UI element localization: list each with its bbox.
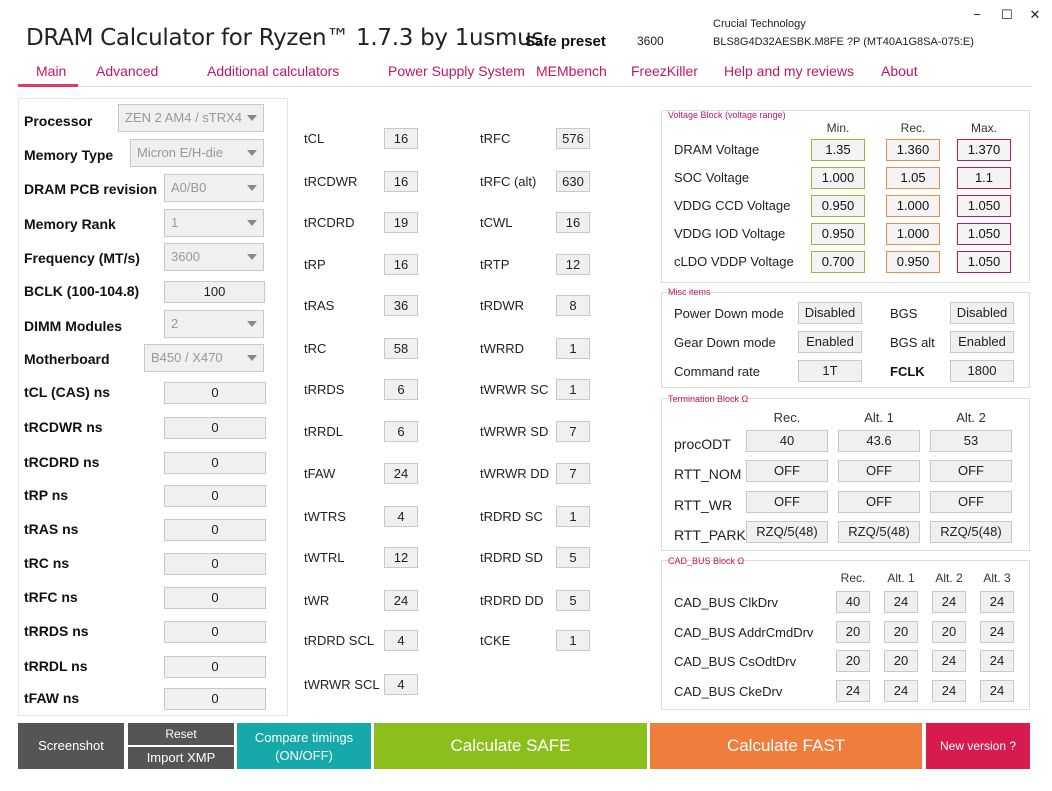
fclk-label: FCLK <box>890 364 925 379</box>
frequency-label: Frequency (MT/s) <box>24 250 140 266</box>
cldo-vddp-voltage-min[interactable]: 0.700 <box>811 251 865 273</box>
vddg-ccd-voltage-label: VDDG CCD Voltage <box>674 198 791 213</box>
cad-bus-ckedrv-value-3[interactable]: 24 <box>980 680 1014 702</box>
rtt-nom-label: RTT_NOM <box>674 466 742 482</box>
memory-type-select[interactable] <box>130 139 264 167</box>
timing-trcdwr-label: tRCDWR <box>304 174 358 189</box>
rtt-nom-value-0[interactable]: OFF <box>746 460 828 482</box>
timing-trdrd-dd-value[interactable]: 5 <box>556 590 590 611</box>
compare-timings-sublabel: (ON/OFF) <box>275 748 333 763</box>
calculate-safe-button[interactable]: Calculate SAFE <box>374 723 647 769</box>
trfc-ns-value[interactable]: 0 <box>164 587 266 609</box>
cad-bus-ckedrv-value-1[interactable]: 24 <box>884 680 918 702</box>
soc-voltage-max[interactable]: 1.1 <box>957 167 1011 189</box>
dram-voltage-min[interactable]: 1.35 <box>811 139 865 161</box>
voltage-col-rec: Rec. <box>900 121 926 135</box>
cad-bus-addrcmddrv-value-3[interactable]: 24 <box>980 621 1014 643</box>
memory-type-label: Memory Type <box>24 147 114 163</box>
vddg-ccd-voltage-min[interactable]: 0.950 <box>811 195 865 217</box>
misc-block-title: Misc items <box>668 287 711 297</box>
cadbus-col-alt2: Alt. 2 <box>935 571 963 585</box>
cad-bus-addrcmddrv-value-2[interactable]: 20 <box>932 621 966 643</box>
cad-bus-clkdrv-value-3[interactable]: 24 <box>980 591 1014 613</box>
power-down-label: Power Down mode <box>674 306 784 321</box>
timing-trdrd-dd-label: tRDRD DD <box>480 593 544 608</box>
rtt-wr-value-2[interactable]: OFF <box>930 491 1012 513</box>
timing-twtrs-label: tWTRS <box>304 509 346 524</box>
gear-down-value[interactable]: Enabled <box>798 331 862 353</box>
voltage-block-title: Voltage Block (voltage range) <box>668 110 786 120</box>
cadbus-col-rec: Rec. <box>840 571 866 585</box>
timing-twtrl-label: tWTRL <box>304 550 345 565</box>
cad-bus-csodtdrv-value-0[interactable]: 20 <box>836 650 870 672</box>
bgs-alt-value[interactable]: Enabled <box>950 331 1014 353</box>
cldo-vddp-voltage-max[interactable]: 1.050 <box>957 251 1011 273</box>
cad-bus-ckedrv-label: CAD_BUS CkeDrv <box>674 684 783 699</box>
cadbus-block-title: CAD_BUS Block Ω <box>668 556 745 566</box>
pcb-revision-value: A0/B0 <box>171 180 207 195</box>
rtt-wr-value-1[interactable]: OFF <box>838 491 920 513</box>
trc-ns-label: tRC ns <box>24 555 70 571</box>
memory-type-value: Micron E/H-die <box>137 145 223 160</box>
processor-select[interactable] <box>118 104 264 132</box>
cad-bus-csodtdrv-value-3[interactable]: 24 <box>980 650 1014 672</box>
soc-voltage-min[interactable]: 1.000 <box>811 167 865 189</box>
dimm-modules-value: 2 <box>171 316 179 331</box>
timing-twrwr-dd-label: tWRWR DD <box>480 466 550 481</box>
timing-trrdl-label: tRRDL <box>304 424 344 439</box>
timing-trfc-alt-label: tRFC (alt) <box>480 174 537 189</box>
screenshot-button[interactable]: Screenshot <box>18 723 124 769</box>
timing-trdwr-value[interactable]: 8 <box>556 295 590 316</box>
vddg-iod-voltage-label: VDDG IOD Voltage <box>674 226 786 241</box>
timing-trdrd-sc-value[interactable]: 1 <box>556 506 590 527</box>
motherboard-label: Motherboard <box>24 351 110 367</box>
timing-trdrd-scl-value[interactable]: 4 <box>384 630 418 651</box>
timing-tcwl-value[interactable]: 16 <box>556 212 590 233</box>
cad-bus-csodtdrv-value-2[interactable]: 24 <box>932 650 966 672</box>
calculate-fast-button[interactable]: Calculate FAST <box>650 723 922 769</box>
timing-twrrd-label: tWRRD <box>480 341 525 356</box>
cad-bus-addrcmddrv-label: CAD_BUS AddrCmdDrv <box>674 625 814 640</box>
close-button[interactable]: ✕ <box>1029 7 1041 22</box>
tab-about[interactable]: About <box>881 63 918 79</box>
pcb-revision-select[interactable] <box>164 174 264 202</box>
compare-timings-label: Compare timings <box>254 730 354 745</box>
tras-ns-value[interactable]: 0 <box>164 519 266 541</box>
cad-bus-ckedrv-value-0[interactable]: 24 <box>836 680 870 702</box>
timing-twrrd-value[interactable]: 1 <box>556 338 590 359</box>
cad-bus-clkdrv-label: CAD_BUS ClkDrv <box>674 595 779 610</box>
timing-twtrl-value[interactable]: 12 <box>384 547 418 568</box>
voltage-col-min: Min. <box>826 121 850 135</box>
timing-tcke-label: tCKE <box>480 633 511 648</box>
dram-voltage-label: DRAM Voltage <box>674 142 760 157</box>
termination-col-rec: Rec. <box>773 410 801 425</box>
timing-trfc-value[interactable]: 576 <box>556 128 590 149</box>
trp-ns-value[interactable]: 0 <box>164 485 266 507</box>
timing-trp-value[interactable]: 16 <box>384 254 418 275</box>
timing-twrwr-scl-label: tWRWR SCL <box>304 677 380 692</box>
timing-tcwl-label: tCWL <box>480 215 513 230</box>
frequency-value: 3600 <box>171 249 200 264</box>
trc-ns-value[interactable]: 0 <box>164 553 266 575</box>
timing-twrwr-sc-label: tWRWR SC <box>480 382 549 397</box>
timing-trcdwr-value[interactable]: 16 <box>384 171 418 192</box>
cad-bus-csodtdrv-label: CAD_BUS CsOdtDrv <box>674 654 797 669</box>
active-tab-indicator <box>18 84 78 87</box>
termination-col-alt2: Alt. 2 <box>956 410 986 425</box>
trp-ns-label: tRP ns <box>24 487 69 503</box>
soc-voltage-label: SOC Voltage <box>674 170 750 185</box>
trrdl-ns-label: tRRDL ns <box>24 658 88 674</box>
import-xmp-button[interactable]: Import XMP <box>128 747 234 769</box>
cldo-vddp-voltage-label: cLDO VDDP Voltage <box>674 254 794 269</box>
tras-ns-label: tRAS ns <box>24 521 79 537</box>
command-rate-label: Command rate <box>674 364 760 379</box>
dram-voltage-max[interactable]: 1.370 <box>957 139 1011 161</box>
rtt-nom-value-2[interactable]: OFF <box>930 460 1012 482</box>
cad-bus-clkdrv-value-1[interactable]: 24 <box>884 591 918 613</box>
pcb-revision-label: DRAM PCB revision <box>24 181 158 197</box>
bgs-label: BGS <box>890 306 918 321</box>
chevron-down-icon <box>247 321 257 327</box>
timing-tcl-value[interactable]: 16 <box>384 128 418 149</box>
rtt-park-value-0[interactable]: RZQ/5(48) <box>746 521 828 543</box>
tab-power-supply-system[interactable]: Power Supply System <box>388 63 525 79</box>
bgs-value[interactable]: Disabled <box>950 302 1014 324</box>
timing-trc-label: tRC <box>304 341 327 356</box>
minimize-button[interactable]: − <box>973 7 981 22</box>
trrds-ns-value[interactable]: 0 <box>164 621 266 643</box>
reset-button[interactable]: Reset <box>128 723 234 745</box>
cad-bus-addrcmddrv-value-1[interactable]: 20 <box>884 621 918 643</box>
app-title: DRAM Calculator for Ryzen™ 1.7.3 by 1usmus <box>26 25 544 51</box>
timing-twr-label: tWR <box>304 593 330 608</box>
trcdwr-ns-value[interactable]: 0 <box>164 417 266 439</box>
vddg-iod-voltage-min[interactable]: 0.950 <box>811 223 865 245</box>
vddg-ccd-voltage-rec[interactable]: 1.000 <box>886 195 940 217</box>
trfc-ns-label: tRFC ns <box>24 589 78 605</box>
chevron-down-icon <box>247 254 257 260</box>
timing-twrwr-scl-value[interactable]: 4 <box>384 674 418 695</box>
trcdrd-ns-value[interactable]: 0 <box>164 452 266 474</box>
procodt-value-0[interactable]: 40 <box>746 430 828 452</box>
preset-label: Safe preset <box>525 33 606 50</box>
tab-advanced[interactable]: Advanced <box>96 63 159 79</box>
maximize-button[interactable]: ☐ <box>1001 7 1013 22</box>
timing-tfaw-value[interactable]: 24 <box>384 463 418 484</box>
trcdwr-ns-label: tRCDWR ns <box>24 419 103 435</box>
timing-twrwr-dd-value[interactable]: 7 <box>556 463 590 484</box>
timing-trtp-value[interactable]: 12 <box>556 254 590 275</box>
soc-voltage-rec[interactable]: 1.05 <box>886 167 940 189</box>
timing-trrdl-value[interactable]: 6 <box>384 421 418 442</box>
processor-value: ZEN 2 AM4 / sTRX4 <box>125 110 243 125</box>
timing-trdrd-scl-label: tRDRD SCL <box>304 633 375 648</box>
procodt-value-2[interactable]: 53 <box>930 430 1012 452</box>
dimm-modules-select[interactable] <box>164 310 264 338</box>
bclk-label: BCLK (100-104.8) <box>24 283 140 299</box>
timing-tcke-value[interactable]: 1 <box>556 630 590 651</box>
trrdl-ns-value[interactable]: 0 <box>164 656 266 678</box>
memory-rank-select[interactable] <box>164 209 264 237</box>
menu-divider <box>18 86 1032 87</box>
dimm-modules-label: DIMM Modules <box>24 318 122 334</box>
voltage-col-max: Max. <box>970 121 997 135</box>
timing-twtrs-value[interactable]: 4 <box>384 506 418 527</box>
timing-trdrd-sd-label: tRDRD SD <box>480 550 543 565</box>
chevron-down-icon <box>247 150 257 156</box>
timing-twrwr-sd-label: tWRWR SD <box>480 424 549 439</box>
trcdrd-ns-label: tRCDRD ns <box>24 454 100 470</box>
timing-trc-value[interactable]: 58 <box>384 338 418 359</box>
chevron-down-icon <box>247 220 257 226</box>
timing-trrds-label: tRRDS <box>304 382 345 397</box>
command-rate-value[interactable]: 1T <box>798 360 862 382</box>
memory-rank-value: 1 <box>171 215 179 230</box>
bclk-input[interactable]: 100 <box>164 281 265 303</box>
cadbus-col-alt1: Alt. 1 <box>887 571 915 585</box>
timing-twrwr-sc-value[interactable]: 1 <box>556 379 590 400</box>
memory-rank-label: Memory Rank <box>24 216 116 232</box>
rtt-park-value-2[interactable]: RZQ/5(48) <box>930 521 1012 543</box>
timing-tcl-label: tCL <box>304 131 325 146</box>
processor-label: Processor <box>24 113 93 129</box>
timing-trp-label: tRP <box>304 257 326 272</box>
timing-trfc-alt-value[interactable]: 630 <box>556 171 590 192</box>
timing-tfaw-label: tFAW <box>304 466 336 481</box>
timing-twrwr-sd-value[interactable]: 7 <box>556 421 590 442</box>
timing-trcdrd-value[interactable]: 19 <box>384 212 418 233</box>
timing-tras-label: tRAS <box>304 298 335 313</box>
timing-trrds-value[interactable]: 6 <box>384 379 418 400</box>
vddg-iod-voltage-max[interactable]: 1.050 <box>957 223 1011 245</box>
rtt-wr-value-0[interactable]: OFF <box>746 491 828 513</box>
tab-help-and-reviews[interactable]: Help and my reviews <box>724 63 854 79</box>
cldo-vddp-voltage-rec[interactable]: 0.950 <box>886 251 940 273</box>
motherboard-value: B450 / X470 <box>151 350 223 365</box>
gear-down-label: Gear Down mode <box>674 335 776 350</box>
cad-bus-clkdrv-value-2[interactable]: 24 <box>932 591 966 613</box>
procodt-label: procODT <box>674 436 731 452</box>
vddg-ccd-voltage-max[interactable]: 1.050 <box>957 195 1011 217</box>
termination-block-title: Termination Block Ω <box>668 394 749 404</box>
cad-bus-clkdrv-value-0[interactable]: 40 <box>836 591 870 613</box>
bgs-alt-label: BGS alt <box>890 335 935 350</box>
cad-bus-ckedrv-value-2[interactable]: 24 <box>932 680 966 702</box>
motherboard-select[interactable] <box>144 344 264 372</box>
compare-timings-button[interactable] <box>237 723 371 769</box>
trrds-ns-label: tRRDS ns <box>24 623 89 639</box>
tcl-cas-ns-label: tCL (CAS) ns <box>24 384 111 400</box>
cadbus-col-alt3: Alt. 3 <box>983 571 1011 585</box>
timing-trdrd-sc-label: tRDRD SC <box>480 509 543 524</box>
tab-additional-calculators[interactable]: Additional calculators <box>207 63 340 79</box>
tfaw-ns-label: tFAW ns <box>24 690 80 706</box>
new-version-button[interactable]: New version ? <box>926 723 1030 769</box>
rtt-park-value-1[interactable]: RZQ/5(48) <box>838 521 920 543</box>
timing-trcdrd-label: tRCDRD <box>304 215 355 230</box>
timing-trfc-label: tRFC <box>480 131 511 146</box>
fclk-value[interactable]: 1800 <box>950 360 1014 382</box>
frequency-select[interactable] <box>164 243 264 271</box>
power-down-value[interactable]: Disabled <box>798 302 862 324</box>
dram-voltage-rec[interactable]: 1.360 <box>886 139 940 161</box>
cad-bus-addrcmddrv-value-0[interactable]: 20 <box>836 621 870 643</box>
timing-trdwr-label: tRDWR <box>480 298 525 313</box>
tcl-cas-ns-value[interactable]: 0 <box>164 382 266 404</box>
timing-trtp-label: tRTP <box>480 257 510 272</box>
chevron-down-icon <box>247 115 257 121</box>
chevron-down-icon <box>247 355 257 361</box>
tab-main[interactable]: Main <box>36 63 67 79</box>
cad-bus-csodtdrv-value-1[interactable]: 20 <box>884 650 918 672</box>
procodt-value-1[interactable]: 43.6 <box>838 430 920 452</box>
tab-membench[interactable]: MEMbench <box>536 63 607 79</box>
rtt-wr-label: RTT_WR <box>674 497 733 513</box>
timing-twr-value[interactable]: 24 <box>384 590 418 611</box>
rtt-nom-value-1[interactable]: OFF <box>838 460 920 482</box>
memory-vendor: Crucial Technology <box>713 18 806 30</box>
memory-part-number: BLS8G4D32AESBK.M8FE ?P (MT40A1G8SA-075:E) <box>713 36 974 48</box>
termination-col-alt1: Alt. 1 <box>864 410 894 425</box>
vddg-iod-voltage-rec[interactable]: 1.000 <box>886 223 940 245</box>
preset-frequency: 3600 <box>637 34 664 48</box>
timing-trdrd-sd-value[interactable]: 5 <box>556 547 590 568</box>
tab-freezkiller[interactable]: FreezKiller <box>631 63 698 79</box>
chevron-down-icon <box>247 185 257 191</box>
tfaw-ns-value[interactable]: 0 <box>164 688 266 710</box>
timing-tras-value[interactable]: 36 <box>384 295 418 316</box>
rtt-park-label: RTT_PARK <box>674 527 746 543</box>
